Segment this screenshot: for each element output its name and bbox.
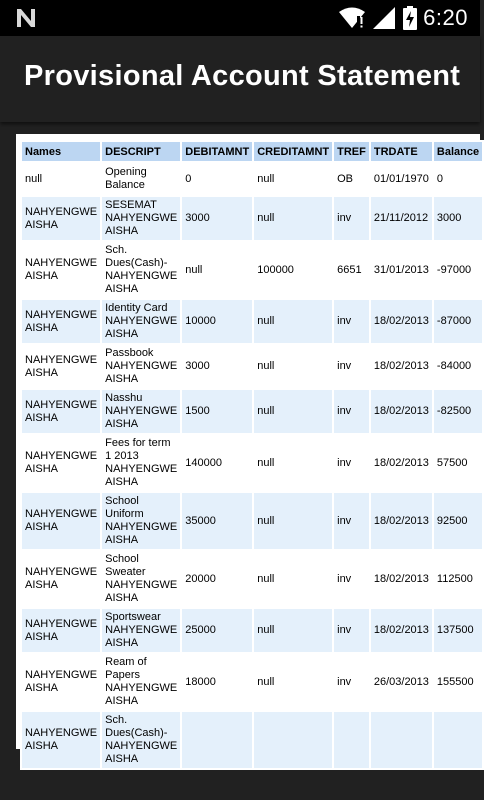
column-header-balance: Balance (434, 142, 482, 161)
cell-name: NAHYENGWE AISHA (22, 551, 100, 607)
cell-debit: 0 (182, 163, 252, 195)
cell-tref: inv (334, 300, 369, 343)
table-row (22, 654, 482, 710)
cell-debit: 25000 (182, 609, 252, 652)
table-row (22, 300, 482, 343)
cell-balance: 0 (434, 163, 482, 195)
table-row (22, 163, 482, 195)
table-header-row (22, 142, 482, 161)
column-header-creditamnt: CREDITAMNT (254, 142, 332, 161)
cell-debit: 10000 (182, 300, 252, 343)
cell-trdate: 18/02/2013 (371, 551, 432, 607)
table-body (22, 163, 482, 768)
cell-trdate: 01/01/1970 (371, 163, 432, 195)
battery-charging-icon (403, 6, 417, 30)
cell-description: School Uniform NAHYENGWE AISHA (102, 493, 180, 549)
cell-credit: null (254, 197, 332, 240)
cell-balance: -87000 (434, 300, 482, 343)
cell-tref (334, 712, 369, 768)
cell-trdate (371, 712, 432, 768)
cell-tref: inv (334, 197, 369, 240)
cell-credit: 100000 (254, 242, 332, 298)
cell-name: NAHYENGWE AISHA (22, 300, 100, 343)
cell-name: NAHYENGWE AISHA (22, 197, 100, 240)
cell-trdate: 26/03/2013 (371, 654, 432, 710)
cell-description: Opening Balance (102, 163, 180, 195)
cell-debit: 3000 (182, 197, 252, 240)
cell-trdate: 18/02/2013 (371, 609, 432, 652)
cell-description: SESEMAT NAHYENGWE AISHA (102, 197, 180, 240)
cell-credit: null (254, 551, 332, 607)
table-row (22, 609, 482, 652)
column-header-names: Names (22, 142, 100, 161)
cell-debit (182, 712, 252, 768)
cell-debit: 18000 (182, 654, 252, 710)
table-row (22, 390, 482, 433)
column-header-tref: TREF (334, 142, 369, 161)
cell-credit: null (254, 435, 332, 491)
cell-tref: 6651 (334, 242, 369, 298)
cell-balance: 57500 (434, 435, 482, 491)
cell-tref: OB (334, 163, 369, 195)
cell-trdate: 18/02/2013 (371, 390, 432, 433)
cell-description: School Sweater NAHYENGWE AISHA (102, 551, 180, 607)
status-bar (0, 0, 480, 36)
table-row (22, 435, 482, 491)
cell-balance (434, 712, 482, 768)
cell-balance: 3000 (434, 197, 482, 240)
cell-description: Sportswear NAHYENGWE AISHA (102, 609, 180, 652)
app-bar (0, 36, 480, 122)
cell-trdate: 18/02/2013 (371, 435, 432, 491)
cell-trdate: 18/02/2013 (371, 493, 432, 549)
cell-name: NAHYENGWE AISHA (22, 493, 100, 549)
cell-name: null (22, 163, 100, 195)
cell-debit: 20000 (182, 551, 252, 607)
status-clock: 6:20 (423, 5, 468, 30)
cell-name: NAHYENGWE AISHA (22, 654, 100, 710)
cell-description: Nasshu NAHYENGWE AISHA (102, 390, 180, 433)
cell-trdate: 18/02/2013 (371, 345, 432, 388)
cell-tref: inv (334, 609, 369, 652)
cell-description: Passbook NAHYENGWE AISHA (102, 345, 180, 388)
cell-description: Ream of Papers NAHYENGWE AISHA (102, 654, 180, 710)
cell-tref: inv (334, 551, 369, 607)
table-row (22, 242, 482, 298)
cell-debit: 35000 (182, 493, 252, 549)
cell-credit: null (254, 345, 332, 388)
cell-credit: null (254, 300, 332, 343)
cell-description: Sch. Dues(Cash)- NAHYENGWE AISHA (102, 712, 180, 768)
wifi-icon (339, 7, 365, 29)
signal-icon (373, 7, 395, 29)
cell-name: NAHYENGWE AISHA (22, 242, 100, 298)
notification-n-icon (14, 6, 38, 34)
cell-balance: -84000 (434, 345, 482, 388)
table-row (22, 551, 482, 607)
cell-name: NAHYENGWE AISHA (22, 609, 100, 652)
cell-debit: null (182, 242, 252, 298)
cell-balance: 92500 (434, 493, 482, 549)
cell-tref: inv (334, 390, 369, 433)
cell-trdate: 18/02/2013 (371, 300, 432, 343)
cell-balance: -97000 (434, 242, 482, 298)
table-row (22, 197, 482, 240)
table-row (22, 712, 482, 768)
cell-name: NAHYENGWE AISHA (22, 390, 100, 433)
cell-description: Sch. Dues(Cash)- NAHYENGWE AISHA (102, 242, 180, 298)
cell-credit: null (254, 163, 332, 195)
cell-description: Identity Card NAHYENGWE AISHA (102, 300, 180, 343)
column-header-trdate: TRDATE (371, 142, 432, 161)
statement-table (20, 140, 484, 770)
cell-credit: null (254, 390, 332, 433)
cell-tref: inv (334, 493, 369, 549)
cell-balance: 137500 (434, 609, 482, 652)
cell-trdate: 21/11/2012 (371, 197, 432, 240)
cell-debit: 140000 (182, 435, 252, 491)
cell-balance: 112500 (434, 551, 482, 607)
cell-tref: inv (334, 435, 369, 491)
cell-name: NAHYENGWE AISHA (22, 712, 100, 768)
cell-trdate: 31/01/2013 (371, 242, 432, 298)
cell-credit: null (254, 654, 332, 710)
cell-credit (254, 712, 332, 768)
cell-balance: 155500 (434, 654, 482, 710)
table-row (22, 345, 482, 388)
cell-tref: inv (334, 654, 369, 710)
cell-credit: null (254, 609, 332, 652)
cell-name: NAHYENGWE AISHA (22, 345, 100, 388)
table-row (22, 493, 482, 549)
cell-debit: 3000 (182, 345, 252, 388)
cell-description: Fees for term 1 2013 NAHYENGWE AISHA (102, 435, 180, 491)
column-header-descript: DESCRIPT (102, 142, 180, 161)
cell-tref: inv (334, 345, 369, 388)
column-header-debitamnt: DEBITAMNT (182, 142, 252, 161)
statement-webview[interactable] (16, 134, 480, 765)
cell-balance: -82500 (434, 390, 482, 433)
page-title: Provisional Account Statement (24, 60, 461, 92)
cell-name: NAHYENGWE AISHA (22, 435, 100, 491)
cell-credit: null (254, 493, 332, 549)
cell-debit: 1500 (182, 390, 252, 433)
